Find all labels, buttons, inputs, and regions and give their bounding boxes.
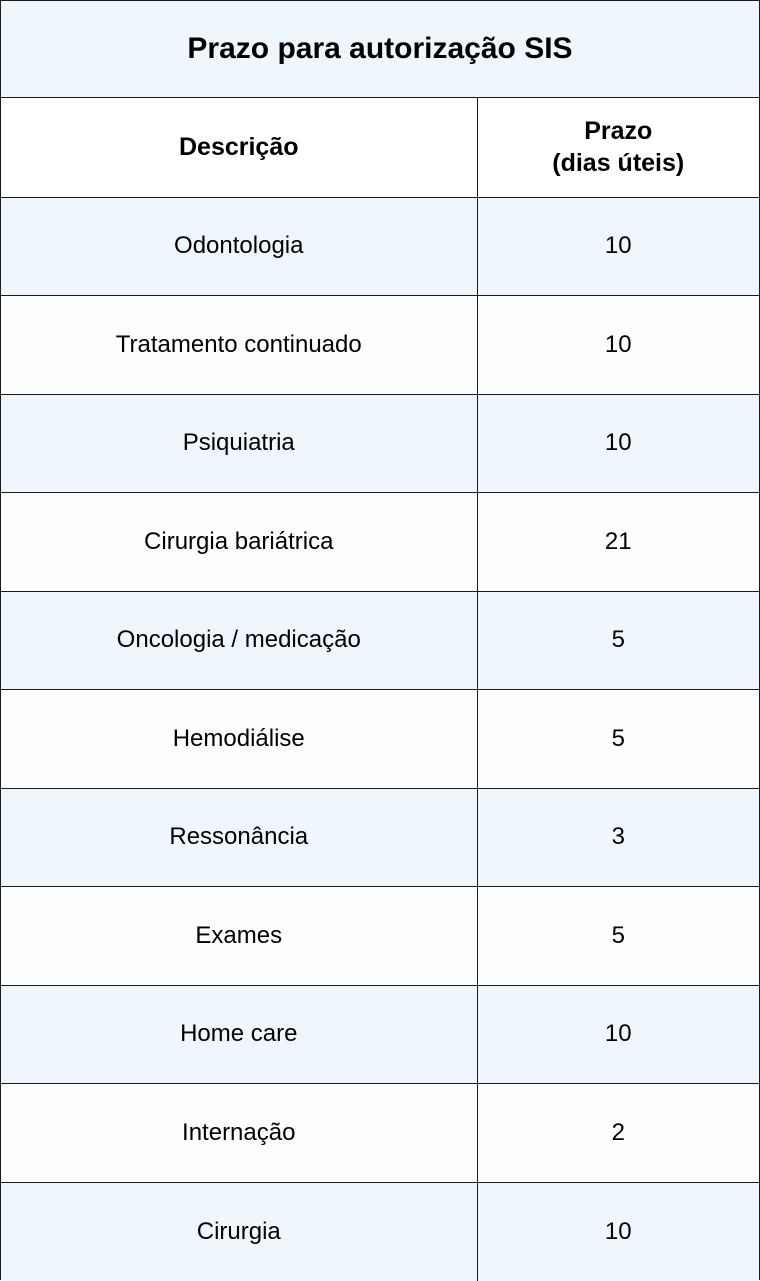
table-row [1, 197, 759, 296]
cell-days: 10 [477, 985, 759, 1084]
cell-days: 3 [477, 788, 759, 887]
cell-description: Ressonância [1, 788, 477, 887]
cell-days: 5 [477, 690, 759, 789]
table-header-row [1, 98, 759, 197]
table-row [1, 394, 759, 493]
table-row [1, 493, 759, 592]
cell-description: Cirurgia bariátrica [1, 493, 477, 592]
cell-description: Internação [1, 1084, 477, 1183]
cell-days: 10 [477, 296, 759, 395]
table-row [1, 887, 759, 986]
table-row [1, 985, 759, 1084]
column-header-deadline-line1: Prazo [584, 117, 653, 146]
table-row [1, 591, 759, 690]
cell-description: Odontologia [1, 197, 477, 296]
cell-days: 10 [604, 1217, 632, 1245]
cell-days: 10 [477, 394, 759, 493]
table-row [1, 1084, 759, 1183]
cell-description: Tratamento continuado [1, 296, 477, 395]
cell-description: Hemodiálise [1, 690, 477, 789]
table-row [1, 690, 759, 789]
table-title-row [1, 1, 759, 98]
cell-days: 21 [477, 493, 759, 592]
table-row [1, 296, 759, 395]
cell-days: 5 [477, 887, 759, 986]
cell-days: 5 [477, 591, 759, 690]
table-row [1, 788, 759, 887]
table-title: Prazo para autorização SIS [187, 32, 573, 65]
cell-description: Oncologia / medicação [1, 591, 477, 690]
cell-description: Cirurgia [1, 1182, 477, 1281]
cell-description: Home care [1, 985, 477, 1084]
cell-days: 2 [477, 1084, 759, 1183]
column-header-description: Descrição [1, 98, 477, 197]
deadline-table [1, 98, 759, 1281]
table-row [1, 1182, 759, 1281]
cell-days: 10 [477, 197, 759, 296]
cell-description: Psiquiatria [1, 394, 477, 493]
column-header-deadline-line2: (dias úteis) [552, 149, 685, 178]
column-header-deadline [477, 98, 759, 197]
cell-description: Exames [1, 887, 477, 986]
